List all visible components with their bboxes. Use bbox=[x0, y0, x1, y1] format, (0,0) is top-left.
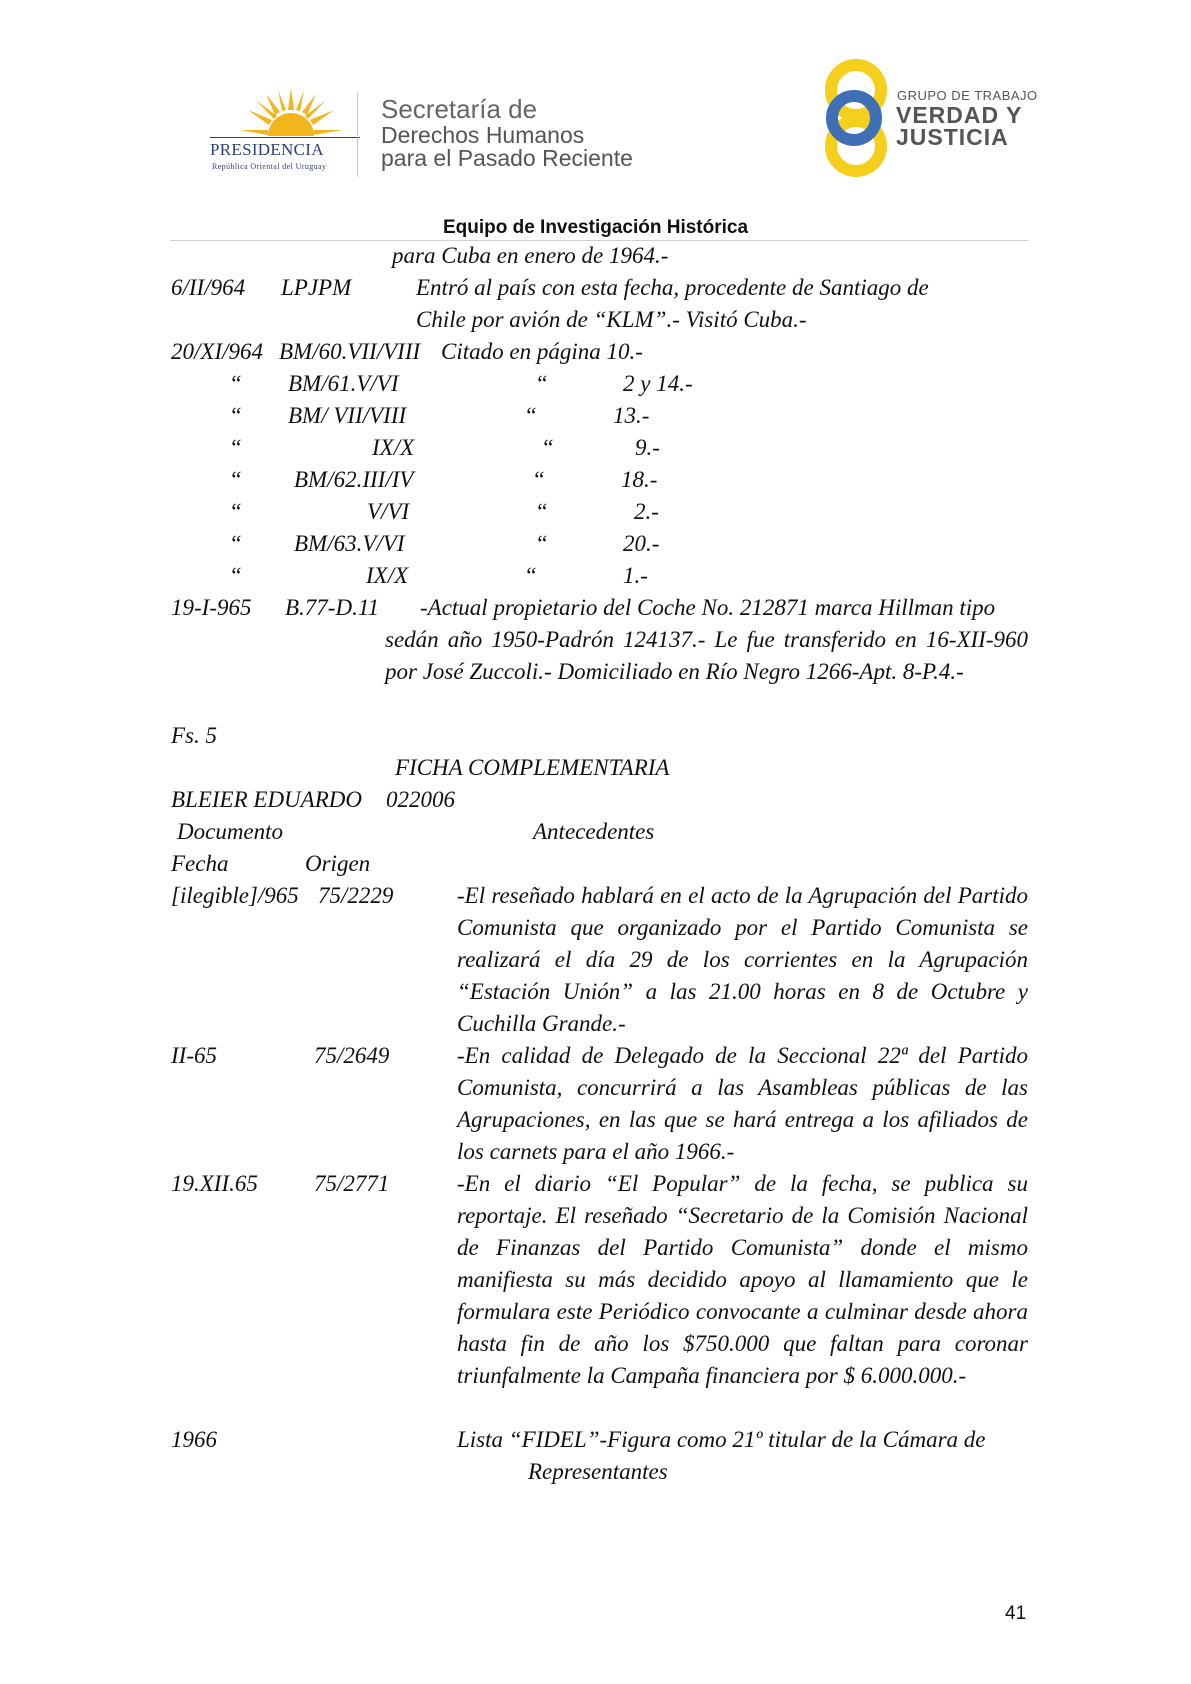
entry-text: -En calidad de Delegado de la Seccional 22ª del Partido Comunista, concurrirá a las Asambleas públicas de las Agrupaciones, en las que se hará entrega a los afiliados de los carnets para el año 1966.- bbox=[457, 1043, 1028, 1164]
row1-text-line2: Chile por avión de “KLM”.- Visitó Cuba.- bbox=[416, 307, 807, 332]
ref-ditto: “ bbox=[229, 467, 242, 492]
ref-source: V/VI bbox=[367, 499, 410, 524]
secretaria-line1: Secretaría de bbox=[381, 94, 538, 124]
ref-ditto: “ bbox=[541, 435, 554, 460]
row3-text-line1: -Actual propietario del Coche No. 212871 marca Hillman tipo bbox=[420, 595, 996, 620]
ref-ditto: “ bbox=[229, 499, 242, 524]
entry-text: -El reseñado hablará en el acto de la Agrupación del Partido Comunista que organizado por el Partido Comunista se realizará el día 29 de los corrientes en la Agrupación “Estación Unión” a las 21.00 horas en 8 de Octubre y Cuchilla Grande.- bbox=[457, 883, 1028, 1036]
presidencia-name: PRESIDENCIA bbox=[210, 140, 324, 159]
ref-source: IX/X bbox=[366, 563, 409, 588]
row1-text-line1: Entró al país con esta fecha, procedente de Santiago de bbox=[416, 275, 929, 300]
ref-ditto: “ bbox=[532, 467, 545, 492]
ref-ditto: “ bbox=[524, 403, 537, 428]
row2-text: Citado en página 10.- bbox=[441, 339, 643, 364]
entry-date: 19.XII.65 bbox=[171, 1171, 258, 1196]
entry-origin: 75/2771 bbox=[314, 1171, 390, 1196]
ref-ditto: “ bbox=[229, 403, 242, 428]
row3-text-rest: sedán año 1950-Padrón 124137.- Le fue transferido en 16-XII-960 por José Zuccoli.- Domiciliado en Río Negro 1266-Apt. 8-P.4.- bbox=[385, 627, 1028, 684]
header-divider bbox=[357, 92, 358, 177]
page-number: 41 bbox=[1005, 1603, 1027, 1624]
ref-source: BM/61.V/VI bbox=[288, 371, 399, 396]
ref-ditto: “ bbox=[535, 499, 548, 524]
ficha-title: FICHA COMPLEMENTARIA bbox=[395, 755, 670, 780]
entry-text-line2: Representantes bbox=[528, 1459, 668, 1484]
ref-ditto: “ bbox=[524, 563, 537, 588]
entry-origin: 75/2649 bbox=[314, 1043, 390, 1068]
ref-ditto: “ bbox=[229, 531, 242, 556]
col-documento: Documento bbox=[177, 819, 284, 844]
ref-page: 20.- bbox=[623, 531, 660, 556]
entry-origin: 75/2229 bbox=[318, 883, 394, 908]
person-name: BLEIER EDUARDO bbox=[171, 787, 362, 812]
ref-ditto: “ bbox=[229, 435, 242, 460]
equipo-heading: Equipo de Investigación Histórica bbox=[442, 217, 749, 238]
person-id: 022006 bbox=[386, 787, 455, 812]
sun-icon bbox=[238, 86, 344, 144]
presidencia-rule bbox=[210, 137, 360, 138]
ref-source: BM/63.V/VI bbox=[294, 531, 405, 556]
ref-source: BM/ VII/VIII bbox=[288, 403, 407, 428]
justicia-label: JUSTICIA bbox=[896, 124, 1009, 150]
ref-page: 2 y 14.- bbox=[623, 371, 693, 396]
row3-date: 19-I-965 bbox=[171, 595, 252, 620]
rings-logo-icon bbox=[820, 56, 892, 180]
secretaria-line2: Derechos Humanos bbox=[381, 122, 585, 148]
entry-text-line1: Lista “FIDEL”-Figura como 21º titular de la Cámara de bbox=[457, 1427, 986, 1452]
entry-date: II-65 bbox=[171, 1043, 217, 1068]
row2-date: 20/XI/964 bbox=[171, 339, 263, 364]
ref-page: 9.- bbox=[635, 435, 660, 460]
ref-ditto: “ bbox=[535, 531, 548, 556]
ref-page: 1.- bbox=[623, 563, 648, 588]
col-origen: Origen bbox=[305, 851, 371, 876]
folio-label: Fs. 5 bbox=[171, 723, 217, 748]
ref-source: BM/62.III/IV bbox=[294, 467, 414, 492]
verdad-label: VERDAD Y bbox=[896, 102, 1023, 128]
col-fecha: Fecha bbox=[171, 851, 229, 876]
entry-text: -En el diario “El Popular” de la fecha, se publica su reportaje. El reseñado “Secretario de la Comisión Nacional de Finanzas del Partido Comunista” donde el mismo manifiesta su más decidido apoyo al llamamiento que le formulara este Periódico convocante a culminar desde ahora hasta fin de año los $750.000 que faltan para coronar triunfalmente la Campaña financiera por $ 6.000.000.- bbox=[457, 1171, 1028, 1388]
row2-origin: BM/60.VII/VIII bbox=[279, 339, 421, 364]
ref-ditto: “ bbox=[535, 371, 548, 396]
ref-page: 2.- bbox=[634, 499, 659, 524]
row3-origin: B.77-D.11 bbox=[285, 595, 380, 620]
presidencia-subtitle: República Oriental del Uruguay bbox=[212, 162, 327, 171]
entry-date: [ilegible]/965 bbox=[171, 883, 299, 908]
col-antecedentes: Antecedentes bbox=[533, 819, 655, 844]
ref-ditto: “ bbox=[229, 563, 242, 588]
secretaria-line3: para el Pasado Reciente bbox=[381, 145, 633, 171]
ref-page: 13.- bbox=[613, 403, 650, 428]
ref-ditto: “ bbox=[229, 371, 242, 396]
ref-page: 18.- bbox=[621, 467, 658, 492]
grupo-trabajo-label: GRUPO DE TRABAJO bbox=[897, 88, 1038, 103]
ref-source: IX/X bbox=[372, 435, 415, 460]
row1-origin: LPJPM bbox=[281, 275, 352, 300]
entry-date: 1966 bbox=[171, 1427, 217, 1452]
continuation-line: para Cuba en enero de 1964.- bbox=[392, 243, 669, 268]
row1-date: 6/II/964 bbox=[171, 275, 246, 300]
